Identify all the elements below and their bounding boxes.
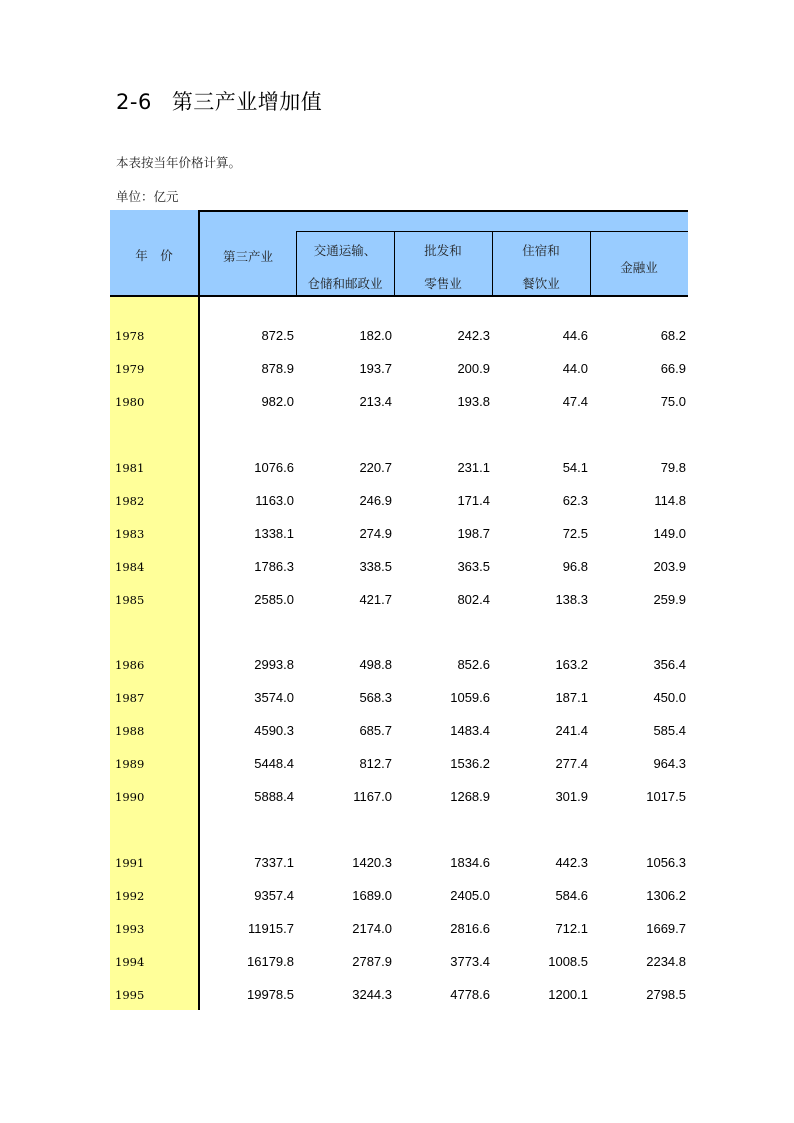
hotel-value-cell: 301.9	[555, 789, 588, 804]
wholesale-value-cell: 242.3	[457, 328, 490, 343]
table-row	[110, 688, 688, 708]
transport-value-cell: 2174.0	[352, 921, 392, 936]
tertiary-value-cell: 1786.3	[254, 559, 294, 574]
unit-note: 单位：亿元	[116, 189, 179, 204]
header-hotel-line2: 餐饮业	[522, 276, 560, 291]
year-cell: 1984	[115, 560, 145, 574]
year-cell: 1979	[115, 362, 145, 376]
tertiary-value-cell: 19978.5	[247, 987, 294, 1002]
tertiary-value-cell: 9357.4	[254, 888, 294, 903]
transport-value-cell: 3244.3	[352, 987, 392, 1002]
table-row	[110, 392, 688, 412]
wholesale-value-cell: 1834.6	[450, 855, 490, 870]
transport-value-cell: 2787.9	[352, 954, 392, 969]
finance-value-cell: 1056.3	[646, 855, 686, 870]
table-row	[110, 655, 688, 675]
year-cell: 1992	[115, 889, 145, 903]
transport-value-cell: 193.7	[359, 361, 392, 376]
wholesale-value-cell: 802.4	[457, 592, 490, 607]
finance-value-cell: 75.0	[660, 394, 686, 409]
hotel-value-cell: 442.3	[555, 855, 588, 870]
tertiary-value-cell: 1163.0	[255, 493, 294, 508]
year-cell: 1978	[115, 329, 145, 343]
finance-value-cell: 114.8	[654, 493, 686, 508]
tertiary-value-cell: 2993.8	[254, 657, 294, 672]
year-cell: 1983	[115, 527, 145, 541]
hotel-value-cell: 54.1	[562, 460, 588, 475]
year-cell: 1991	[115, 856, 145, 870]
table-row	[110, 458, 688, 478]
finance-value-cell: 66.9	[660, 361, 686, 376]
finance-value-cell: 68.2	[660, 328, 686, 343]
header-tertiary: 第三产业	[222, 249, 273, 264]
finance-value-cell: 1017.5	[646, 789, 686, 804]
hotel-value-cell: 163.2	[555, 657, 588, 672]
hotel-value-cell: 187.1	[555, 690, 588, 705]
hotel-value-cell: 96.8	[562, 559, 588, 574]
finance-value-cell: 2798.5	[646, 987, 686, 1002]
wholesale-value-cell: 171.4	[457, 493, 490, 508]
table-number: 2-6	[116, 90, 152, 114]
data-table	[110, 210, 688, 1010]
transport-value-cell: 338.5	[359, 559, 392, 574]
wholesale-value-cell: 198.7	[457, 526, 490, 541]
year-cell: 1988	[115, 724, 145, 738]
finance-value-cell: 356.4	[653, 657, 686, 672]
transport-value-cell: 182.0	[359, 328, 392, 343]
calc-basis-note: 本表按当年价格计算。	[116, 155, 242, 170]
table-title: 第三产业增加值	[171, 90, 323, 114]
year-cell: 1993	[115, 922, 145, 936]
hotel-value-cell: 241.4	[555, 723, 588, 738]
tertiary-value-cell: 1338.1	[254, 526, 294, 541]
table-row	[110, 491, 688, 511]
wholesale-value-cell: 4778.6	[450, 987, 490, 1002]
tertiary-value-cell: 982.0	[261, 394, 294, 409]
finance-value-cell: 203.9	[653, 559, 686, 574]
hotel-value-cell: 277.4	[555, 756, 588, 771]
table-row	[110, 787, 688, 807]
tertiary-value-cell: 4590.3	[254, 723, 294, 738]
header-finance: 金融业	[620, 260, 658, 275]
transport-value-cell: 1689.0	[352, 888, 392, 903]
table-row	[110, 853, 688, 873]
wholesale-value-cell: 1536.2	[450, 756, 490, 771]
year-cell: 1995	[115, 988, 145, 1002]
tertiary-value-cell: 16179.8	[247, 954, 294, 969]
wholesale-value-cell: 1483.4	[450, 723, 490, 738]
table-row	[110, 590, 688, 610]
tertiary-value-cell: 5448.4	[254, 756, 294, 771]
finance-value-cell: 964.3	[653, 756, 686, 771]
transport-value-cell: 685.7	[359, 723, 392, 738]
finance-value-cell: 2234.8	[646, 954, 686, 969]
transport-value-cell: 421.7	[359, 592, 392, 607]
header-transport-line2: 仓储和邮政业	[307, 276, 383, 291]
wholesale-value-cell: 2405.0	[450, 888, 490, 903]
transport-value-cell: 1167.0	[353, 789, 392, 804]
wholesale-value-cell: 200.9	[457, 361, 490, 376]
transport-value-cell: 498.8	[359, 657, 392, 672]
year-cell: 1985	[115, 593, 145, 607]
hotel-value-cell: 584.6	[555, 888, 588, 903]
wholesale-value-cell: 2816.6	[450, 921, 490, 936]
hotel-value-cell: 44.6	[562, 328, 588, 343]
finance-value-cell: 149.0	[653, 526, 686, 541]
transport-value-cell: 1420.3	[352, 855, 392, 870]
hotel-value-cell: 44.0	[562, 361, 588, 376]
wholesale-value-cell: 363.5	[457, 559, 490, 574]
header-year: 年 价	[135, 248, 173, 263]
hotel-value-cell: 62.3	[562, 493, 588, 508]
year-cell: 1980	[115, 395, 145, 409]
finance-value-cell: 1669.7	[646, 921, 686, 936]
header-top-rule	[200, 210, 688, 212]
finance-value-cell: 79.8	[660, 460, 686, 475]
table-row	[110, 985, 688, 1005]
hotel-value-cell: 712.1	[555, 921, 588, 936]
header-hotel-line1: 住宿和	[522, 243, 560, 258]
wholesale-value-cell: 3773.4	[450, 954, 490, 969]
hotel-value-cell: 1008.5	[548, 954, 588, 969]
year-cell: 1982	[115, 494, 145, 508]
transport-value-cell: 246.9	[359, 493, 392, 508]
finance-value-cell: 259.9	[653, 592, 686, 607]
tertiary-value-cell: 5888.4	[254, 789, 294, 804]
year-cell: 1990	[115, 790, 145, 804]
tertiary-value-cell: 872.5	[261, 328, 294, 343]
year-cell: 1987	[115, 691, 145, 705]
hotel-value-cell: 138.3	[555, 592, 588, 607]
table-row	[110, 721, 688, 741]
year-cell: 1994	[115, 955, 145, 969]
table-header	[110, 210, 688, 297]
tertiary-value-cell: 7337.1	[254, 855, 294, 870]
table-row	[110, 952, 688, 972]
table-row	[110, 326, 688, 346]
hotel-value-cell: 1200.1	[548, 987, 588, 1002]
year-cell: 1986	[115, 658, 145, 672]
wholesale-value-cell: 1268.9	[450, 789, 490, 804]
hotel-value-cell: 47.4	[562, 394, 588, 409]
page-title	[116, 86, 322, 116]
table-row	[110, 919, 688, 939]
wholesale-value-cell: 231.1	[457, 460, 490, 475]
finance-value-cell: 450.0	[653, 690, 686, 705]
finance-value-cell: 585.4	[653, 723, 686, 738]
tertiary-value-cell: 3574.0	[254, 690, 294, 705]
table-row	[110, 524, 688, 544]
wholesale-value-cell: 852.6	[457, 657, 490, 672]
table-row	[110, 754, 688, 774]
year-cell: 1981	[115, 461, 145, 475]
transport-value-cell: 568.3	[359, 690, 392, 705]
tertiary-value-cell: 878.9	[261, 361, 294, 376]
tertiary-value-cell: 11915.7	[247, 921, 294, 936]
tertiary-value-cell: 2585.0	[254, 592, 294, 607]
header-wholesale-line2: 零售业	[424, 276, 462, 291]
table-row	[110, 359, 688, 379]
transport-value-cell: 220.7	[359, 460, 392, 475]
hotel-value-cell: 72.5	[562, 526, 588, 541]
wholesale-value-cell: 193.8	[457, 394, 490, 409]
table-row	[110, 886, 688, 906]
header-bottom-rule	[110, 295, 688, 297]
finance-value-cell: 1306.2	[646, 888, 686, 903]
table-row	[110, 557, 688, 577]
transport-value-cell: 274.9	[359, 526, 392, 541]
header-transport-line1: 交通运输、	[313, 243, 377, 258]
transport-value-cell: 213.4	[359, 394, 392, 409]
transport-value-cell: 812.7	[359, 756, 392, 771]
tertiary-value-cell: 1076.6	[254, 460, 294, 475]
year-cell: 1989	[115, 757, 145, 771]
wholesale-value-cell: 1059.6	[450, 690, 490, 705]
header-wholesale-line1: 批发和	[424, 243, 462, 258]
